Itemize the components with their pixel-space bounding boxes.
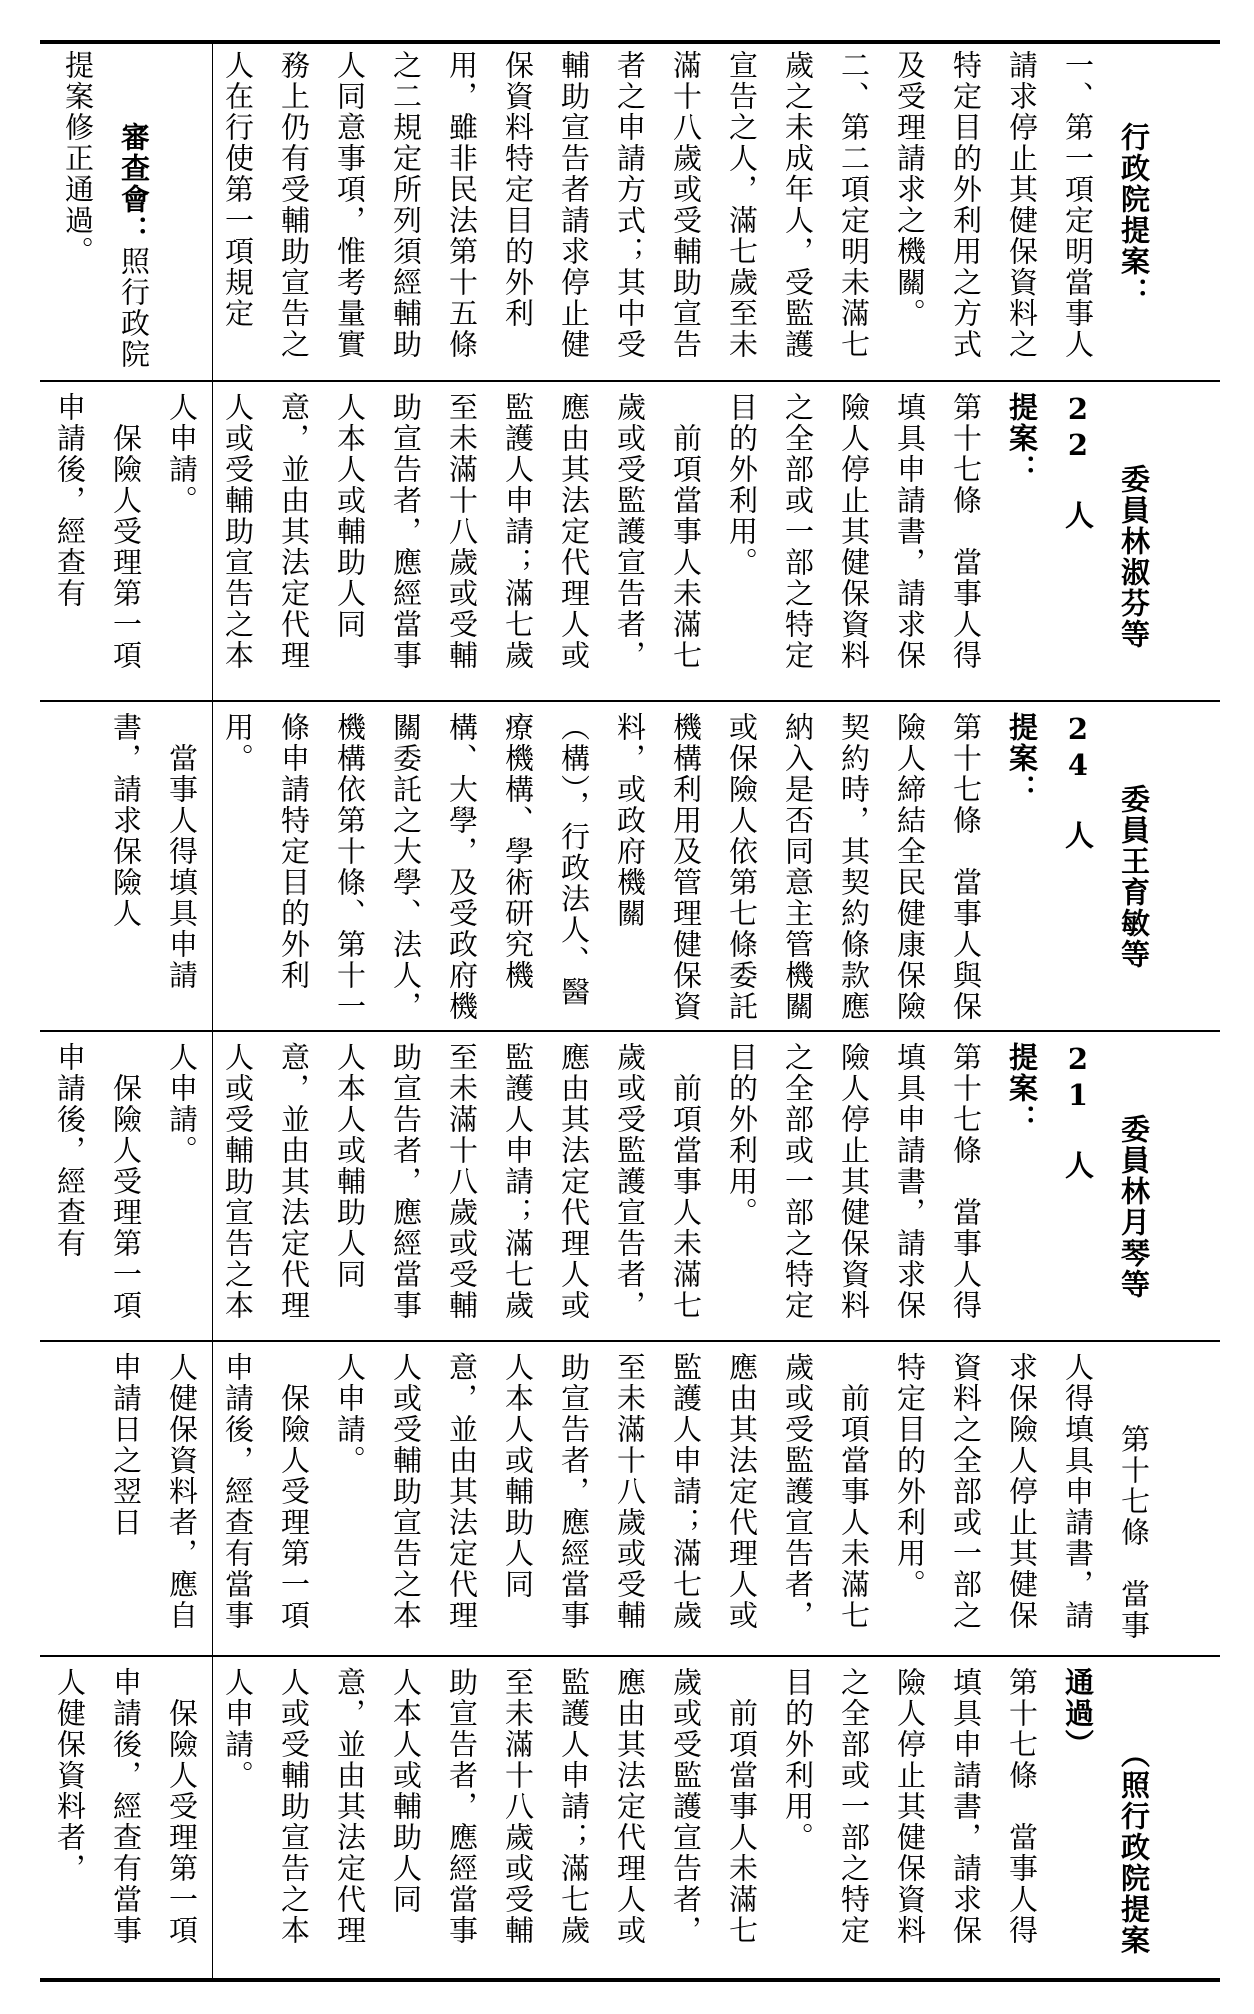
wang-yumin-body: 第十七條 當事人與保險人締結全民健康保險契約時，其契約條款應納入是否同意主管機關或保險人依第七條委託機構利用及管理健保資料，或政府機關（構），行政法人、醫療機構、學術研究機構、大學，及受政府機關委託之大學、法人，機構依第十條、第十一條申請特定目的外利用。 當事人得填具申請書，請求保險人 <box>109 712 983 1022</box>
section-lin-shufen <box>53 392 1218 692</box>
wang-yumin-heading: 委員王育敏等 24 人 <box>1061 712 1151 1006</box>
lin-shufen-heading: 委員林淑芬等 22 人 <box>1061 392 1151 686</box>
review-heading: 審查會： <box>117 122 151 246</box>
bottom-border <box>40 1978 1220 1982</box>
lin-shufen-subheading: 提案： <box>1005 392 1039 485</box>
current-body: 第十七條 當事人得填具申請書，請求保險人停止其健保資料之全部或一部之特定目的外利用。 前項當事人未滿七歲或受監護宣告者，應由其法定代理人或監護人申請；滿七歲至未滿十八歲或受輔助宣告者，應經當事人本人或輔助人同意，並由其法定代理人或受輔助宣告之本人申請。 保險人受理第一項申請後，經查有當事人健保資料者，應自申請日之翌日 <box>109 1352 1151 1641</box>
executive-heading: 行政院提案： <box>1117 122 1151 308</box>
row-divider-2 <box>40 700 1220 702</box>
section-passed <box>53 1667 1218 1967</box>
row-divider-3 <box>40 1030 1220 1032</box>
passed-body: 第十七條 當事人得填具申請書，請求保險人停止其健保資料之全部或一部之特定目的外利用。 前項當事人未滿七歲或受監護宣告者，應由其法定代理人或監護人申請；滿七歲至未滿十八歲或受輔助宣告者，應經當事人本人或輔助人同意，並由其法定代理人或受輔助宣告之本人申請。 保險人受理第一項申請後，經查有當事人健保資料者， <box>53 1667 1039 1946</box>
row-divider-1 <box>40 380 1220 382</box>
lin-shufen-body: 第十七條 當事人得填具申請書，請求保險人停止其健保資料之全部或一部之特定目的外利用。 前項當事人未滿七歲或受監護宣告者，應由其法定代理人或監護人申請；滿七歲至未滿十八歲或受輔助宣告者，應經當事人本人或輔助人同意，並由其法定代理人或受輔助宣告之本人申請。 保險人受理第一項申請後，經查有 <box>53 392 983 671</box>
section-current <box>109 1352 1218 1647</box>
passed-heading: （照行政院提案通過） <box>1061 1667 1151 1956</box>
wang-yumin-subheading: 提案： <box>1005 712 1039 805</box>
row-divider-4 <box>40 1340 1220 1342</box>
review-body: 照行政院提案修正通過。 <box>61 50 151 370</box>
executive-body: 一、第一項定明當事人請求停止其健保資料之特定目的外利用之方式及受理請求之機關。 二、第二項定明未滿七歲之未成年人，受監護宣告之人，滿七歲至未滿十八歲或受輔助宣告者之申請方式；其中受輔助宣告者請求停止健保資料特定目的外利用，雖非民法第十五條之二規定所列須經輔助人同意事項，惟考量實務上仍有受輔助宣告之人在行使第一項規定 <box>221 50 1095 360</box>
row-divider-5 <box>40 1655 1220 1657</box>
section-executive <box>218 50 1218 370</box>
section-review <box>50 50 218 370</box>
lin-yueqin-subheading: 提案： <box>1005 1042 1039 1135</box>
lin-yueqin-heading: 委員林月琴等 21 人 <box>1061 1042 1151 1336</box>
section-lin-yueqin <box>53 1042 1218 1336</box>
lin-yueqin-body: 第十七條 當事人得填具申請書，請求保險人停止其健保資料之全部或一部之特定目的外利用。 前項當事人未滿七歲或受監護宣告者，應由其法定代理人或監護人申請；滿七歲至未滿十八歲或受輔助宣告者，應經當事人本人或輔助人同意，並由其法定代理人或受輔助宣告之本人申請。 保險人受理第一項申請後，經查有 <box>53 1042 983 1321</box>
section-wang-yumin <box>109 712 1218 1022</box>
top-border <box>40 40 1220 44</box>
